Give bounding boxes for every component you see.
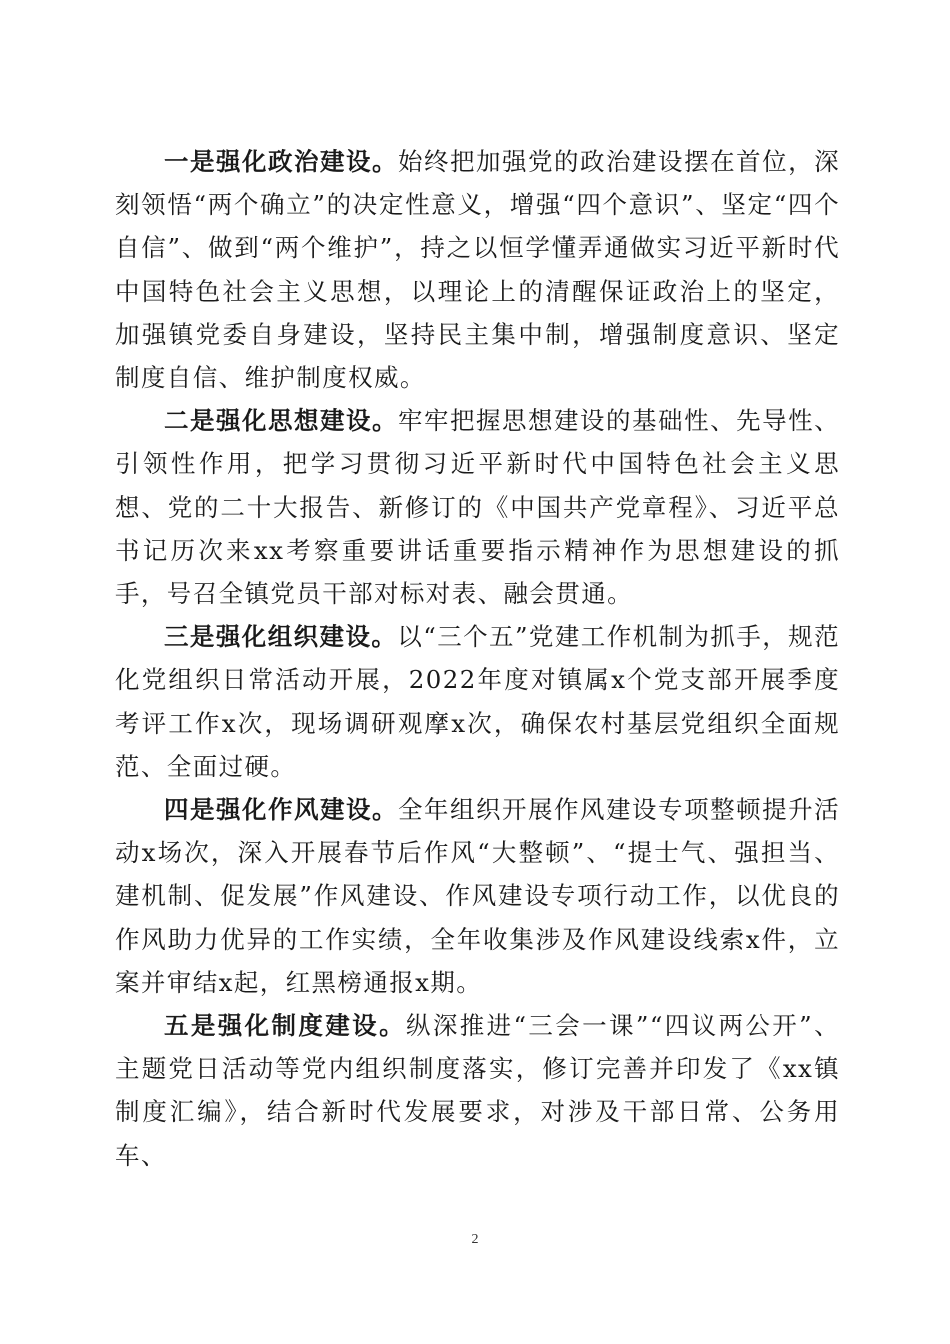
paragraph-lead: 三是强化组织建设。 <box>164 622 398 652</box>
paragraph-lead: 二是强化思想建设。 <box>164 406 399 436</box>
paragraph-work-style <box>115 788 840 1004</box>
paragraph-lead: 五是强化制度建设。 <box>164 1011 406 1041</box>
paragraph-text: 始终把加强党的政治建设摆在首位，深刻领悟“两个确立”的决定性意义，增强“四个意识”、坚定“四个自信”、做到“两个维护”，持之以恒学懂弄通做实习近平新时代中国特色社会主义思想，以理论上的清醒保证政治上的坚定，加强镇党委自身建设，坚持民主集中制，增强制度意识、坚定制度自信、维护制度权威。 <box>115 147 840 393</box>
paragraph-institutional <box>115 1004 840 1177</box>
paragraph-text: 以“三个五”党建工作机制为抓手，规范化党组织日常活动开展，2022年度对镇属x个党支部开展季度考评工作x次，现场调研观摩x次，确保农村基层党组织全面规范、全面过硬。 <box>115 622 840 781</box>
paragraph-organizational <box>115 615 840 788</box>
paragraph-text: 纵深推进“三会一课”“四议两公开”、主题党日活动等党内组织制度落实，修订完善并印发了《xx镇制度汇编》，结合新时代发展要求，对涉及干部日常、公务用车、 <box>115 1011 840 1170</box>
paragraph-text: 牢牢把握思想建设的基础性、先导性、引领性作用，把学习贯彻习近平新时代中国特色社会主义思想、党的二十大报告、新修订的《中国共产党章程》、习近平总书记历次来xx考察重要讲话重要指示精神作为思想建设的抓手，号召全镇党员干部对标对表、融会贯通。 <box>115 406 840 609</box>
paragraph-lead: 四是强化作风建设。 <box>164 795 399 825</box>
paragraph-ideological <box>115 399 840 615</box>
paragraph-political <box>115 140 840 399</box>
document-body <box>115 140 840 1177</box>
page-number: 2 <box>471 1232 479 1247</box>
paragraph-text: 全年组织开展作风建设专项整顿提升活动x场次，深入开展春节后作风“大整顿”、“提士气、强担当、建机制、促发展”作风建设、作风建设专项行动工作，以优良的作风助力优异的工作实绩，全年收集涉及作风建设线索x件，立案并审结x起，红黑榜通报x期。 <box>115 795 840 997</box>
paragraph-lead: 一是强化政治建设。 <box>164 147 399 176</box>
